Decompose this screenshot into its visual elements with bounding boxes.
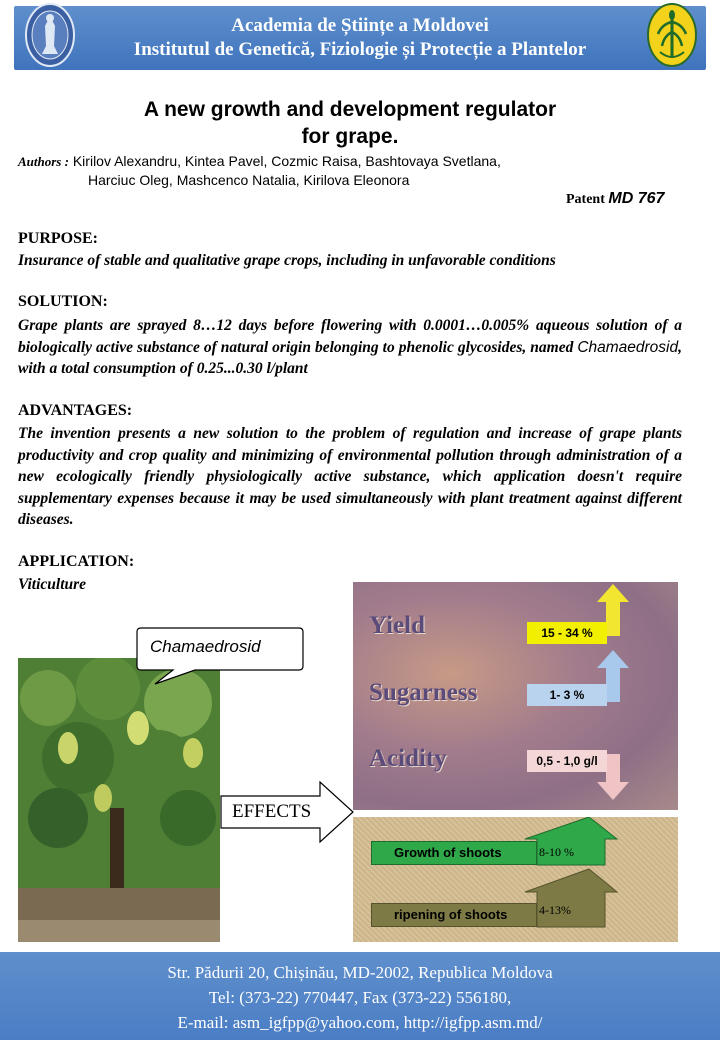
result-arrows-icon bbox=[353, 582, 678, 810]
purpose-heading: PURPOSE: bbox=[18, 230, 98, 247]
authors-line-2: Harciuc Oleg, Mashcenco Natalia, Kirilova Eleonora bbox=[88, 172, 410, 188]
institute-name: Institutul de Genetică, Fiziologie și Protecție a Plantelor bbox=[133, 39, 587, 60]
patent-number: MD 767 bbox=[608, 190, 665, 207]
ripening-shoots-value: 4-13% bbox=[539, 903, 571, 917]
callout-substance-name: Chamaedrosid bbox=[150, 637, 261, 656]
footer-address: Str. Pădurii 20, Chișinău, MD-2002, Republica Moldova bbox=[167, 963, 553, 982]
sugarness-value: 1- 3 % bbox=[527, 684, 607, 706]
footer-contact bbox=[0, 952, 720, 1040]
yield-value: 15 - 34 % bbox=[527, 622, 607, 644]
solution-heading: SOLUTION: bbox=[18, 293, 108, 310]
growth-shoots-bar: Growth of shoots bbox=[371, 841, 537, 865]
acidity-label: Acidity bbox=[369, 745, 447, 772]
authors-line-1: Kirilov Alexandru, Kintea Pavel, Cozmic Raisa, Bashtovaya Svetlana, bbox=[72, 153, 501, 169]
footer-phone: Tel: (373-22) 770447, Fax (373-22) 556180, bbox=[208, 988, 512, 1007]
patent-info bbox=[566, 190, 664, 208]
solution-text-end: , with a total consumption of 0.25...0.30 l/plant bbox=[18, 338, 682, 377]
application-heading: APPLICATION: bbox=[18, 553, 135, 570]
application-text: Viticulture bbox=[18, 576, 87, 593]
title-line-1: A new growth and development regulator bbox=[143, 98, 557, 121]
solution-text bbox=[18, 315, 682, 380]
shoots-results-panel bbox=[353, 817, 678, 942]
academy-name: Academia de Științe a Moldovei bbox=[231, 15, 489, 36]
title-line-2: for grape. bbox=[301, 125, 399, 148]
yield-label: Yield bbox=[369, 612, 426, 639]
institution-name bbox=[0, 14, 720, 62]
institute-wheat-logo bbox=[646, 2, 698, 68]
effects-label: EFFECTS bbox=[232, 801, 312, 822]
acidity-value: 0,5 - 1,0 g/l bbox=[527, 750, 607, 772]
advantages-heading: ADVANTAGES: bbox=[18, 402, 133, 419]
header bbox=[0, 0, 720, 72]
footer-email[interactable]: E-mail: asm_igfpp@yahoo.com, http://igfpp.asm.md/ bbox=[177, 1013, 543, 1032]
authors-label: Authors : bbox=[18, 154, 69, 169]
sugarness-label: Sugarness bbox=[369, 679, 478, 706]
grape-vine-illustration bbox=[18, 658, 220, 942]
patent-label: Patent bbox=[566, 192, 605, 207]
substance-name: Chamaedrosid bbox=[577, 338, 679, 356]
quality-results-panel bbox=[353, 582, 678, 810]
growth-shoots-value: 8-10 % bbox=[539, 845, 574, 859]
purpose-text: Insurance of stable and qualitative grape crops, including in unfavorable conditions bbox=[18, 252, 556, 269]
grape-vine-photo bbox=[18, 658, 220, 942]
document-title bbox=[0, 96, 700, 150]
authors-block bbox=[18, 152, 618, 189]
solution-text-start: Grape plants are sprayed 8…12 days before flowering with 0.0001…0.005% aqueous solution of a biologically active substance of natural origin belonging to phenolic glycosides, named bbox=[18, 317, 682, 356]
advantages-text: The invention presents a new solution to the problem of regulation and increase of grape plants productivity and crop quality and minimizing of environmental pollution through administration of a new ecologically friendly physiologically active substance, which application doesn't require supplementary expenses because it may be used simultaneously with plant treatment against different diseases. bbox=[18, 425, 682, 528]
ripening-shoots-bar: ripening of shoots bbox=[371, 903, 537, 927]
